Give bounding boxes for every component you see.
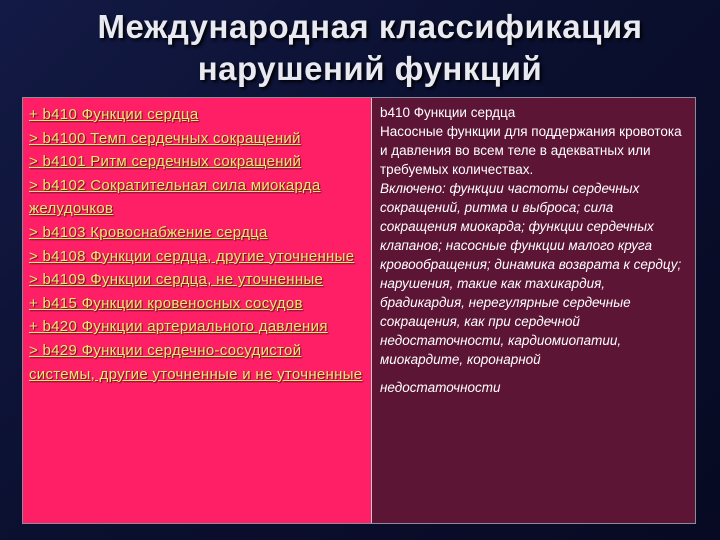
classification-table: [22, 97, 696, 524]
code-item-b429[interactable]: > b429 Функции сердечно-сосудистой системы, другие уточненные и не уточненные: [29, 341, 363, 383]
code-item-b420[interactable]: + b420 Функции артериального давления: [29, 318, 328, 336]
slide-title-line-1: Международная классификация: [97, 8, 643, 45]
code-item-b4109[interactable]: > b4109 Функции сердца, не уточненные: [29, 271, 324, 289]
code-item-b4108[interactable]: > b4108 Функции сердца, другие уточненные: [29, 247, 355, 265]
code-item-b4100[interactable]: > b4100 Темп сердечных сокращений: [29, 129, 301, 147]
slide-title: [40, 6, 700, 90]
included-text-tail: недостаточности: [380, 380, 501, 395]
code-item-b4101[interactable]: > b4101 Ритм сердечных сокращений: [29, 153, 302, 171]
slide-title-line-2: нарушений функций: [197, 50, 543, 87]
included-text: Включено: функции частоты сердечных сокращений, ритма и выброса; сила сокращения миокарда; функции сердечных клапанов; насосные функции малого круга кровообращения; динамика возврата к сердцу; нарушения, такие как тахикардия, брадикардия, нерегулярные сердечные сокращения, как при сердечной недостаточности, кардиомиопатии, миокардите, коронарной: [380, 181, 682, 367]
description-panel: [372, 98, 695, 523]
code-item-b415[interactable]: + b415 Функции кровеносных сосудов: [29, 294, 303, 312]
code-item-b4102[interactable]: > b4102 Сократительная сила миокарда желудочков: [29, 176, 321, 218]
code-item-b410[interactable]: + b410 Функции сердца: [29, 106, 199, 123]
code-item-b4103[interactable]: > b4103 Кровоснабжение сердца: [29, 223, 268, 241]
description-heading: b410 Функции сердца: [380, 105, 516, 120]
description-text: Насосные функции для поддержания кровотока и давления во всем теле в адекватных или требуемых количествах.: [380, 124, 682, 177]
codes-list: [23, 98, 372, 523]
